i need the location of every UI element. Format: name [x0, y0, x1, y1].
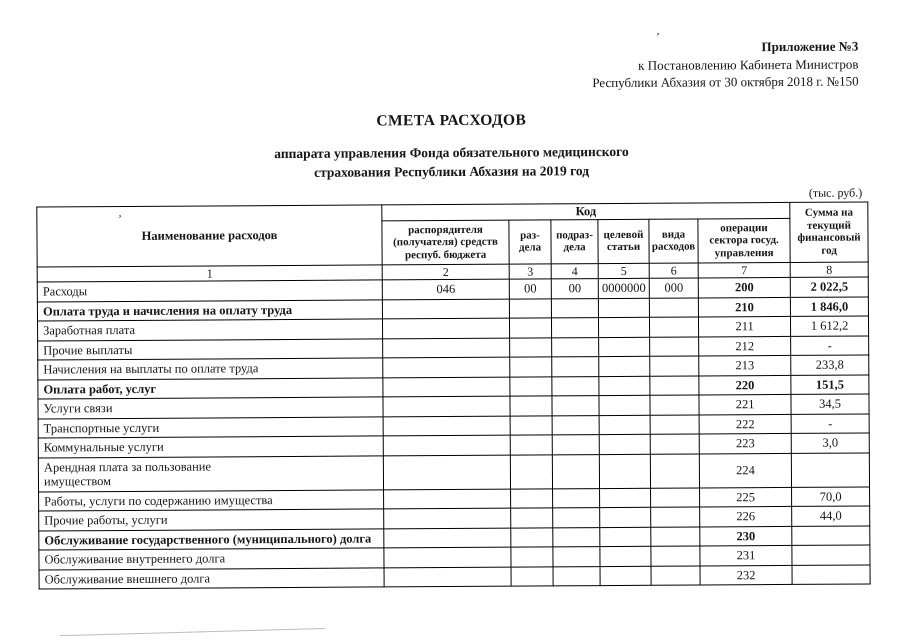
code-value-cell	[383, 377, 510, 397]
code-value-cell	[553, 527, 600, 547]
code-value-cell	[511, 488, 553, 508]
code-value-cell	[599, 454, 650, 488]
document-subtitle-line-2: страхования Республики Абхазия на 2019 год	[314, 162, 590, 180]
code-value-cell	[650, 356, 699, 376]
column-header-tselevaya-statya: целевой статьи	[598, 219, 649, 264]
column-number: 5	[598, 263, 649, 278]
scan-artifact-mark: ’	[116, 211, 123, 227]
code-value-cell: 210	[698, 297, 790, 317]
code-value-cell	[552, 415, 599, 435]
column-header-podrazdel: подраз- дела	[551, 219, 598, 264]
code-value-cell	[650, 453, 699, 487]
code-value-cell: 0000000	[598, 278, 649, 298]
column-number: 6	[649, 263, 698, 278]
code-value-cell: 226	[700, 506, 792, 526]
expenses-table-body	[37, 277, 870, 589]
sum-value-cell: 3,0	[791, 433, 869, 453]
code-value-cell: 200	[698, 277, 790, 297]
column-number: 7	[698, 262, 790, 278]
code-value-cell: 222	[699, 414, 791, 434]
sum-value-cell: -	[791, 335, 869, 355]
sum-value-cell	[792, 525, 870, 545]
document-title: СМЕТА РАСХОДОВ	[376, 111, 527, 129]
code-value-cell	[651, 565, 700, 585]
code-value-cell	[598, 317, 649, 337]
sum-value-cell: 34,5	[791, 394, 869, 414]
code-value-cell	[650, 375, 699, 395]
code-value-cell	[650, 336, 699, 356]
expense-name-cell: Арендная плата за пользование имуществом	[38, 455, 383, 491]
expenses-table	[36, 201, 870, 590]
code-value-cell	[552, 396, 599, 416]
code-value-cell	[649, 317, 698, 337]
expense-name-cell: Прочие работы, услуги	[39, 509, 384, 531]
code-value-cell	[552, 435, 599, 455]
code-value-cell	[382, 299, 509, 319]
code-value-cell	[651, 507, 700, 527]
code-value-cell	[552, 357, 599, 377]
expense-name-cell: Оплата труда и начисления на оплату труда	[37, 299, 382, 321]
column-number: 3	[509, 264, 551, 279]
code-value-cell: 212	[699, 336, 791, 356]
column-header-vid-raskhodov: вида расходов	[649, 218, 698, 263]
code-value-cell	[599, 415, 650, 435]
sum-value-cell: 70,0	[792, 486, 870, 506]
code-value-cell	[511, 547, 553, 567]
code-value-cell	[552, 337, 599, 357]
code-value-cell	[651, 546, 700, 566]
sum-value-cell	[792, 564, 870, 584]
column-number: 8	[790, 262, 868, 277]
code-value-cell	[510, 396, 552, 416]
code-value-cell	[651, 526, 700, 546]
code-value-cell	[553, 508, 600, 528]
reference-decree-line: к Постановлению Кабинета Министров	[638, 56, 859, 73]
code-value-cell	[510, 357, 552, 377]
code-value-cell	[510, 454, 552, 488]
column-number: 4	[551, 264, 598, 279]
sum-value-cell	[791, 452, 869, 486]
code-value-cell	[553, 547, 600, 567]
code-value-cell	[383, 435, 510, 455]
column-header-osgu: операции сектора госуд. управления	[698, 218, 790, 263]
sum-value-cell: -	[791, 413, 869, 433]
sum-value-cell: 44,0	[792, 506, 870, 526]
code-value-cell	[599, 376, 650, 396]
code-value-cell: 220	[699, 375, 791, 395]
sum-value-cell	[792, 545, 870, 565]
code-value-cell	[600, 527, 651, 547]
code-value-cell	[511, 508, 553, 528]
expense-name-cell: Прочие выплаты	[38, 338, 383, 360]
expense-name-cell: Коммунальные услуги	[38, 436, 383, 458]
sum-value-cell: 1 612,2	[791, 316, 869, 336]
code-value-cell	[509, 318, 551, 338]
code-value-cell	[651, 487, 700, 507]
column-header-sum: Сумма на текущий финансовый год	[790, 201, 868, 262]
code-value-cell	[384, 489, 511, 509]
reference-appendix-line: Приложение №3	[761, 38, 859, 55]
code-value-cell	[384, 547, 511, 567]
code-value-cell	[552, 454, 599, 488]
code-value-cell	[599, 395, 650, 415]
code-value-cell	[598, 298, 649, 318]
code-value-cell	[384, 528, 511, 548]
code-value-cell	[599, 434, 650, 454]
code-value-cell: 211	[698, 316, 790, 336]
code-value-cell	[552, 376, 599, 396]
code-value-cell	[510, 376, 552, 396]
code-value-cell: 230	[700, 526, 792, 546]
code-value-cell	[650, 414, 699, 434]
code-value-cell	[511, 527, 553, 547]
scan-edge-artifact	[60, 628, 325, 636]
document-reference-block	[35, 37, 866, 95]
expense-name-cell: Работы, услуги по содержанию имущества	[39, 489, 384, 511]
column-header-rasporyaditel: распорядителя (получателя) средств респуб. бюджета	[382, 220, 509, 265]
code-value-cell	[553, 566, 600, 586]
code-value-cell	[551, 298, 598, 318]
reference-date-line: Республики Абхазия от 30 октября 2018 г. №150	[592, 73, 859, 91]
code-value-cell	[599, 337, 650, 357]
code-value-cell	[510, 415, 552, 435]
sum-value-cell: 2 022,5	[790, 277, 868, 297]
scan-artifact-mark: ’	[654, 29, 661, 45]
code-value-cell	[599, 356, 650, 376]
table-row	[39, 564, 870, 589]
code-value-cell	[509, 298, 551, 318]
expense-name-cell: Транспортные услуги	[38, 416, 383, 438]
table-row	[38, 452, 869, 491]
code-value-cell	[551, 318, 598, 338]
code-value-cell	[600, 566, 651, 586]
document-subtitle	[36, 140, 867, 183]
column-number: 1	[37, 265, 382, 282]
code-value-cell	[553, 488, 600, 508]
code-value-cell: 223	[699, 433, 791, 453]
code-value-cell: 232	[700, 565, 792, 585]
code-value-cell	[600, 546, 651, 566]
code-value-cell: 00	[551, 279, 598, 299]
expense-name-cell: Расходы	[37, 280, 382, 302]
code-value-cell: 231	[700, 545, 792, 565]
code-value-cell: 213	[699, 355, 791, 375]
column-header-razdel: раз- дела	[509, 219, 551, 264]
units-note: (тыс. руб.)	[808, 184, 863, 200]
code-value-cell	[383, 357, 510, 377]
code-value-cell	[384, 567, 511, 587]
expense-name-cell: Обслуживание внутреннего долга	[39, 548, 384, 570]
code-value-cell	[382, 318, 509, 338]
document-subtitle-line-1: аппарата управления Фонда обязательного медицинского	[274, 143, 629, 161]
expense-name-cell: Обслуживание государственного (муниципального) долга	[39, 528, 384, 550]
code-value-cell	[600, 507, 651, 527]
expense-name-cell: Начисления на выплаты по оплате труда	[38, 358, 383, 380]
code-value-cell: 000	[649, 278, 698, 298]
sum-value-cell: 233,8	[791, 355, 869, 375]
column-header-name: Наименование расходов	[37, 204, 382, 267]
code-value-cell	[510, 435, 552, 455]
code-value-cell	[649, 297, 698, 317]
expense-name-cell: Услуги связи	[38, 397, 383, 419]
column-header-code-group: Код	[382, 202, 790, 220]
code-value-cell	[383, 396, 510, 416]
code-value-cell	[510, 337, 552, 357]
code-value-cell: 046	[382, 279, 509, 299]
code-value-cell	[383, 416, 510, 436]
expense-name-cell: Обслуживание внешнего долга	[39, 567, 384, 589]
column-number: 2	[382, 264, 509, 280]
sum-value-cell: 1 846,0	[790, 296, 868, 316]
sum-value-cell: 151,5	[791, 374, 869, 394]
code-value-cell	[383, 455, 510, 490]
code-value-cell: 224	[699, 453, 791, 488]
code-value-cell	[384, 508, 511, 528]
code-value-cell: 221	[699, 394, 791, 414]
code-value-cell	[511, 566, 553, 586]
code-value-cell	[650, 395, 699, 415]
expense-name-cell: Заработная плата	[37, 319, 382, 341]
code-value-cell	[383, 338, 510, 358]
code-value-cell: 225	[700, 487, 792, 507]
code-value-cell	[650, 434, 699, 454]
code-value-cell: 00	[509, 279, 551, 299]
expense-name-cell: Оплата работ, услуг	[38, 377, 383, 399]
code-value-cell	[600, 488, 651, 508]
